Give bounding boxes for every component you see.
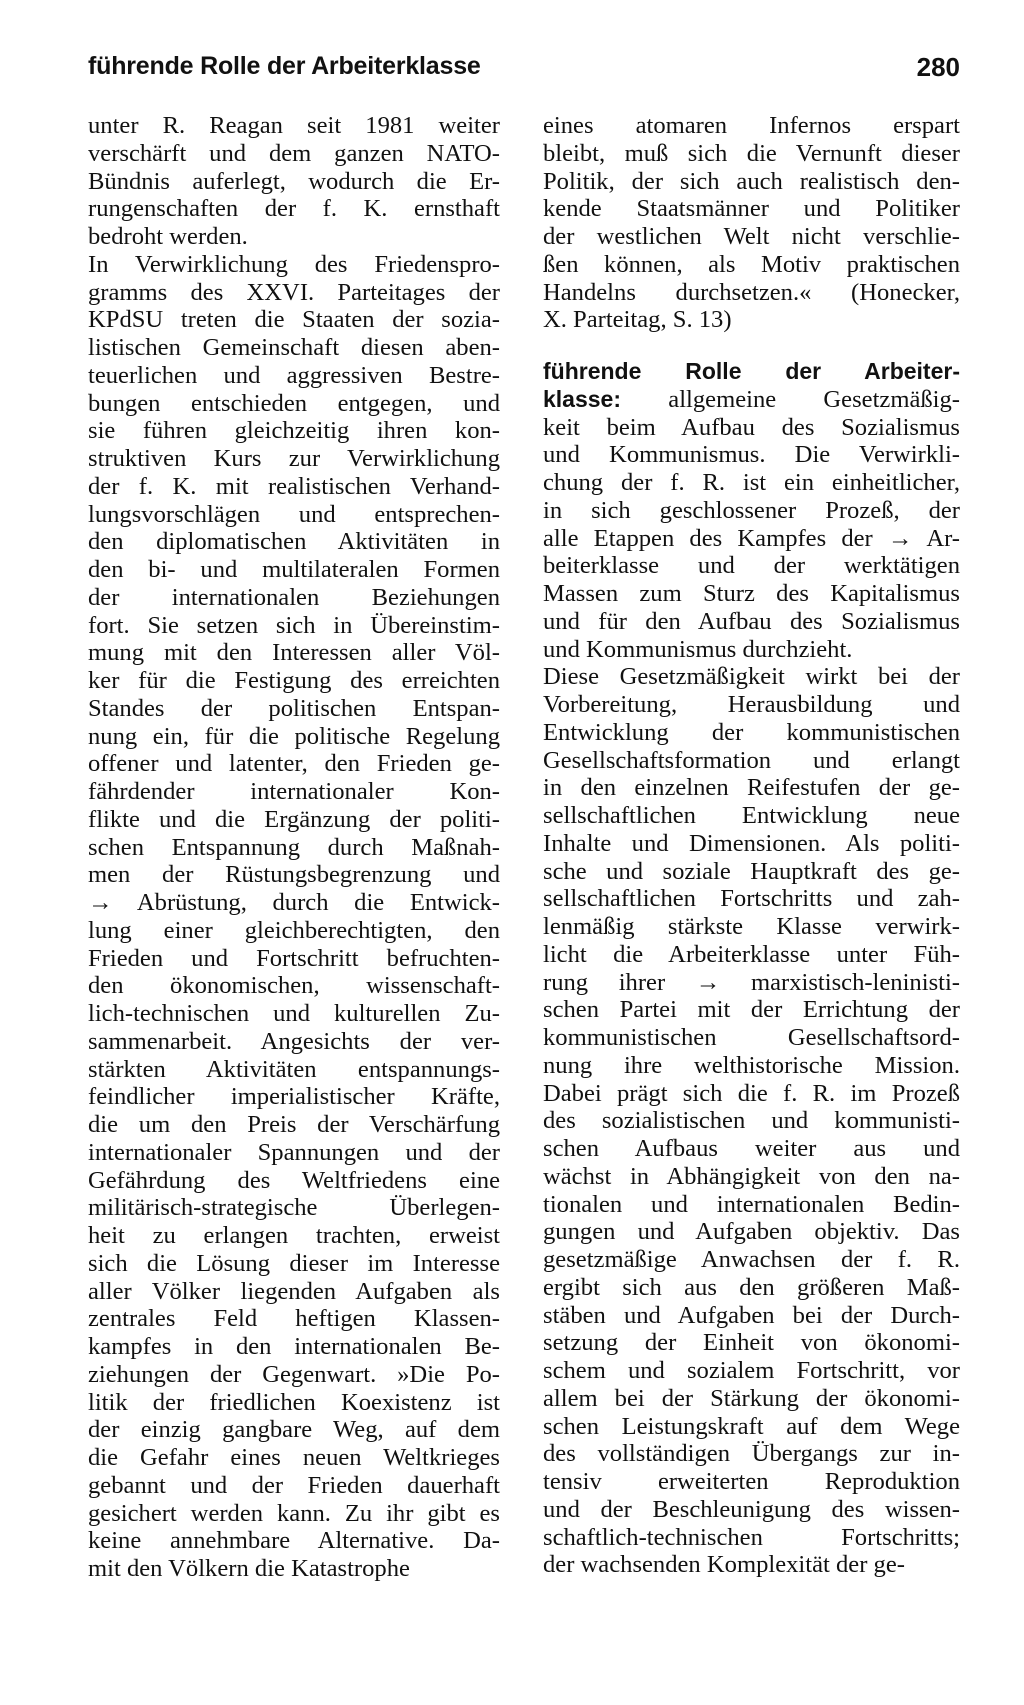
entry-text-line: alle Etappen des Kampfes der → Ar- — [543, 524, 960, 552]
left-column-text-line: den bi- und multilateralen Formen — [88, 556, 500, 583]
left-column-text-line: die Gefahr eines neuen Weltkrieges — [88, 1444, 500, 1471]
right-intro-text-line: bleibt, muß sich die Vernunft dieser — [543, 139, 960, 167]
entry-text-line: licht die Arbeiterklasse unter Füh- — [543, 940, 960, 968]
left-column-text-line: lung einer gleichberechtigten, den — [88, 916, 500, 944]
left-column-text-line: heit zu erlangen trachten, erweist — [88, 1222, 500, 1249]
left-column-text-line: lungsvorschlägen und entsprechen- — [88, 500, 500, 528]
entry-text-line: schen Leistungskraft auf dem Wege — [543, 1412, 960, 1440]
left-column-text-line: flikte und die Ergänzung der politi- — [88, 805, 500, 833]
right-intro-text-line: eines atomaren Infernos erspart — [543, 112, 960, 139]
entry-heading-line-1 — [543, 358, 960, 386]
left-column-text-line: kampfes in den internationalen Be- — [88, 1333, 500, 1360]
left-column-text-line: teuerlichen und aggressiven Bestre- — [88, 361, 500, 389]
entry-text-line: nung ihre welthistorische Mission. — [543, 1051, 960, 1079]
left-column-text-line: men der Rüstungsbegrenzung und — [88, 861, 500, 889]
left-column-text-line: nung ein, für die politische Regelung — [88, 722, 500, 750]
left-column-text-line: rungenschaften der f. K. ernsthaft — [88, 195, 500, 223]
right-intro-text-line: X. Parteitag, S. 13) — [543, 306, 732, 334]
left-column-text-line: den diplomatischen Aktivitäten in — [88, 528, 500, 556]
left-column-text-line: struktiven Kurs zur Verwirklichung — [88, 445, 500, 472]
entry-text-line: gungen und Aufgaben objektiv. Das — [543, 1218, 960, 1246]
left-column-text-line: keine annehmbare Alternative. Da- — [88, 1527, 500, 1555]
left-column-text-line: unter R. Reagan seit 1981 weiter — [88, 112, 500, 139]
left-column-text-line: bungen entschieden entgegen, und — [88, 389, 500, 417]
left-column-text-line: Frieden und Fortschritt befruchten- — [88, 944, 500, 972]
left-column-text-line: Standes der politischen Entspan- — [88, 694, 500, 722]
entry-text-line: stäben und Aufgaben bei der Durch- — [543, 1301, 960, 1329]
left-column-text-line: fort. Sie setzen sich in Übereinstim- — [88, 611, 500, 639]
left-column-text-line: lich-technischen und kulturellen Zu- — [88, 1000, 500, 1027]
left-column-text-line: stärkten Aktivitäten entspannungs- — [88, 1055, 500, 1083]
left-column-text-line: Bündnis auferlegt, wodurch die Er- — [88, 167, 500, 195]
entry-keyword: führende Rolle der Arbeiter- — [543, 358, 960, 384]
left-column-text-line: feindlicher imperialistischer Kräfte, — [88, 1083, 500, 1111]
right-column-intro — [543, 112, 960, 334]
entry-text-line: tionalen und internationalen Bedin- — [543, 1190, 960, 1218]
entry-body — [543, 414, 960, 1580]
left-column-text-line: gramms des XXVI. Parteitages der — [88, 278, 500, 306]
left-column-text-line: zentrales Feld heftigen Klassen- — [88, 1305, 500, 1333]
entry-text-line: und Kommunismus. Die Verwirkli- — [543, 441, 960, 469]
right-column — [543, 112, 960, 1579]
left-column-text-line: → Abrüstung, durch die Entwick- — [88, 889, 500, 916]
entry-text-line: des vollständigen Übergangs zur in- — [543, 1440, 960, 1468]
left-column-text-line: mung mit den Interessen aller Völ- — [88, 639, 500, 667]
entry-text-line: sellschaftlichen Fortschritts und zah- — [543, 885, 960, 913]
entry-keyword-end: klasse: — [543, 385, 622, 412]
entry-text-line: lenmäßig stärkste Klasse verwirk- — [543, 913, 960, 940]
left-column-text-line: listischen Gemeinschaft diesen aben- — [88, 334, 500, 361]
entry-text-line: setzung der Einheit von ökonomi- — [543, 1329, 960, 1357]
left-column-text-line: sie führen gleichzeitig ihren kon- — [88, 417, 500, 445]
entry-text-line: Diese Gesetzmäßigkeit wirkt bei der — [543, 663, 960, 691]
entry-text-line: und für den Aufbau des Sozialismus — [543, 607, 960, 635]
right-intro-text-line: der westlichen Welt nicht verschlie- — [543, 223, 960, 250]
left-column-text-line: verschärft und dem ganzen NATO- — [88, 139, 500, 167]
entry-text-line: kommunistischen Gesellschaftsord- — [543, 1024, 960, 1051]
entry-gap — [543, 334, 960, 358]
entry-text-line: und Kommunismus durchzieht. — [543, 635, 853, 663]
running-head: führende Rolle der Arbeiterklasse — [88, 52, 481, 80]
entry-text-line: schen Partei mit der Errichtung der — [543, 996, 960, 1024]
left-column — [88, 112, 500, 1583]
entry-text-line: Entwicklung der kommunistischen — [543, 718, 960, 746]
left-column-text-line: internationaler Spannungen und der — [88, 1138, 500, 1166]
entry-text-line: schem und sozialem Fortschritt, vor — [543, 1357, 960, 1384]
entry-text-line: sellschaftlichen Entwicklung neue — [543, 802, 960, 829]
left-column-text-line: schen Entspannung durch Maßnah- — [88, 833, 500, 861]
left-column-text-line: aller Völker liegenden Aufgaben als — [88, 1277, 500, 1305]
left-column-text-line: bedroht werden. — [88, 223, 248, 250]
left-column-text-line: die um den Preis der Verschärfung — [88, 1111, 500, 1138]
entry-text-line: tensiv erweiterten Reproduktion — [543, 1468, 960, 1495]
entry-first-line-text: allgemeine Gesetzmäßig- — [668, 385, 960, 413]
entry-text-line: Gesellschaftsformation und erlangt — [543, 746, 960, 774]
left-column-text-line: sich die Lösung dieser im Interesse — [88, 1249, 500, 1277]
left-column-text-line: militärisch-strategische Überlegen- — [88, 1194, 500, 1222]
entry-text-line: wächst in Abhängigkeit von den na- — [543, 1162, 960, 1190]
left-column-text-line: Gefährdung des Weltfriedens eine — [88, 1166, 500, 1194]
entry-text-line: rung ihrer → marxistisch-leninisti- — [543, 968, 960, 996]
entry-text-line: gesetzmäßige Anwachsen der f. R. — [543, 1246, 960, 1273]
left-column-text-line: den ökonomischen, wissenschaft- — [88, 972, 500, 1000]
left-column-text-line: litik der friedlichen Koexistenz ist — [88, 1388, 500, 1416]
left-column-text-line: ziehungen der Gegenwart. »Die Po- — [88, 1360, 500, 1388]
left-column-text-line: gesichert werden kann. Zu ihr gibt es — [88, 1499, 500, 1527]
left-column-text-line: offener und latenter, den Frieden ge- — [88, 750, 500, 778]
entry-text-line: sche und soziale Hauptkraft des ge- — [543, 857, 960, 885]
entry-text-line: schen Aufbaus weiter aus und — [543, 1135, 960, 1162]
left-column-text-line: In Verwirklichung des Friedenspro- — [88, 250, 500, 278]
right-intro-text-line: Politik, der sich auch realistisch den- — [543, 167, 960, 195]
entry-text-line: in sich geschlossener Prozeß, der — [543, 496, 960, 524]
entry-text-line: Vorbereitung, Herausbildung und — [543, 691, 960, 718]
entry-text-line: ergibt sich aus den größeren Maß- — [543, 1273, 960, 1301]
entry-text-line: Massen zum Sturz des Kapitalismus — [543, 580, 960, 607]
left-column-text-line: der einzig gangbare Weg, auf dem — [88, 1416, 500, 1444]
entry-text-line: beiterklasse und der werktätigen — [543, 552, 960, 580]
left-column-text-line: der f. K. mit realistischen Verhand- — [88, 472, 500, 500]
right-intro-text-line: ßen können, als Motiv praktischen — [543, 250, 960, 278]
entry-text-line: allem bei der Stärkung der ökonomi- — [543, 1384, 960, 1412]
entry-text-line: und der Beschleunigung des wissen- — [543, 1495, 960, 1523]
page-header — [88, 52, 960, 92]
left-column-text-line: KPdSU treten die Staaten der sozia- — [88, 306, 500, 334]
left-column-text-line: der internationalen Beziehungen — [88, 583, 500, 611]
entry-text-line: des sozialistischen und kommunisti- — [543, 1107, 960, 1135]
left-column-text-line: mit den Völkern die Katastrophe — [88, 1555, 410, 1582]
entry-text-line: Inhalte und Dimensionen. Als politi- — [543, 829, 960, 857]
right-intro-text-line: kende Staatsmänner und Politiker — [543, 195, 960, 223]
left-column-text-line: sammenarbeit. Angesichts der ver- — [88, 1027, 500, 1055]
entry-heading-line-2 — [543, 386, 960, 414]
entry-text-line: keit beim Aufbau des Sozialismus — [543, 413, 960, 441]
entry-text-line: Dabei prägt sich die f. R. im Prozeß — [543, 1079, 960, 1107]
entry-text-line: schaftlich-technischen Fortschritts; — [543, 1523, 960, 1551]
left-column-text-line: gebannt und der Frieden dauerhaft — [88, 1471, 500, 1499]
right-intro-text-line: Handelns durchsetzen.« (Honecker, — [543, 278, 960, 306]
page-number: 280 — [916, 52, 960, 82]
entry-text-line: chung der f. R. ist ein einheitlicher, — [543, 469, 960, 496]
entry-text-line: der wachsenden Komplexität der ge- — [543, 1551, 905, 1579]
left-column-text-line: fährdender internationaler Kon- — [88, 778, 500, 805]
entry-text-line: in den einzelnen Reifestufen der ge- — [543, 774, 960, 802]
left-column-text-line: ker für die Festigung des erreichten — [88, 667, 500, 694]
